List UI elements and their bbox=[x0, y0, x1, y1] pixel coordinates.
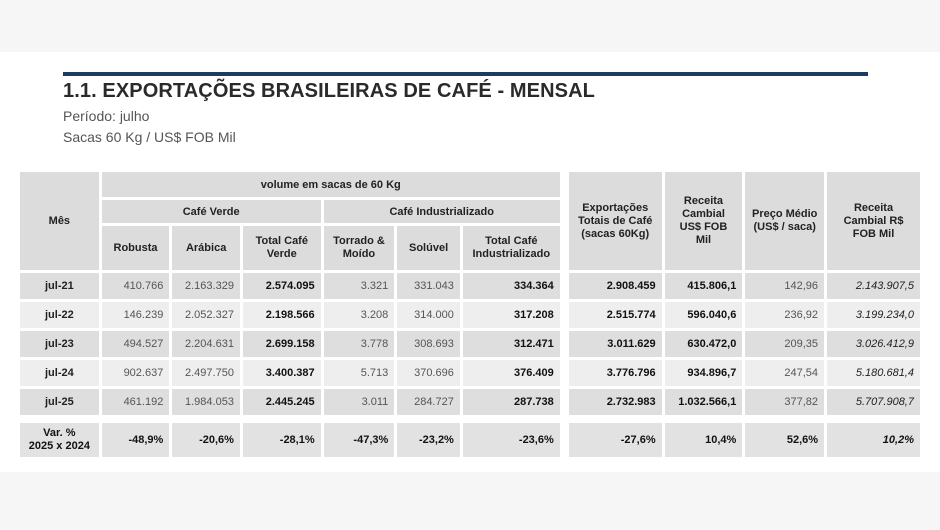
cell-receita-brl: 5.707.908,7 bbox=[827, 389, 920, 415]
cell-receita-brl: 2.143.907,5 bbox=[827, 273, 920, 299]
top-background-band bbox=[0, 0, 940, 52]
table-row bbox=[20, 273, 920, 299]
units-subtitle: Sacas 60 Kg / US$ FOB Mil bbox=[63, 129, 236, 145]
page-title: 1.1. EXPORTAÇÕES BRASILEIRAS DE CAFÉ - MENSAL bbox=[63, 80, 595, 102]
cell-total-industrializado: 317.208 bbox=[463, 302, 560, 328]
cell-receita-usd: 630.472,0 bbox=[665, 331, 743, 357]
table-row bbox=[20, 302, 920, 328]
cell-soluvel: 331.043 bbox=[397, 273, 460, 299]
cell-total-verde: 2.198.566 bbox=[243, 302, 321, 328]
coffee-exports-table bbox=[17, 169, 923, 460]
cell-receita-brl: 5.180.681,4 bbox=[827, 360, 920, 386]
header-soluvel: Solúvel bbox=[397, 226, 460, 270]
cell-soluvel: 314.000 bbox=[397, 302, 460, 328]
var-preco-medio: 52,6% bbox=[745, 423, 824, 457]
variation-label bbox=[20, 423, 99, 457]
var-total-industrializado: -23,6% bbox=[463, 423, 560, 457]
cell-receita-usd: 934.896,7 bbox=[665, 360, 743, 386]
header-cafe-industrializado: Café Industrializado bbox=[324, 200, 560, 223]
header-receita-usd: Receita Cambial US$ FOB Mil bbox=[665, 172, 743, 270]
cell-receita-usd: 596.040,6 bbox=[665, 302, 743, 328]
cell-arabica: 2.204.631 bbox=[172, 331, 240, 357]
header-preco-medio: Preço Médio (US$ / saca) bbox=[745, 172, 824, 270]
cell-torrado: 5.713 bbox=[324, 360, 395, 386]
cell-preco-medio: 142,96 bbox=[745, 273, 824, 299]
var-exportacoes-totais: -27,6% bbox=[569, 423, 662, 457]
cell-arabica: 2.052.327 bbox=[172, 302, 240, 328]
variation-row bbox=[20, 423, 920, 457]
table-row bbox=[20, 331, 920, 357]
table-row bbox=[20, 389, 920, 415]
cell-total-industrializado: 376.409 bbox=[463, 360, 560, 386]
header-volume-group: volume em sacas de 60 Kg bbox=[102, 172, 560, 197]
cell-total-industrializado: 287.738 bbox=[463, 389, 560, 415]
cell-receita-brl: 3.199.234,0 bbox=[827, 302, 920, 328]
header-torrado: Torrado & Moído bbox=[324, 226, 395, 270]
var-soluvel: -23,2% bbox=[397, 423, 460, 457]
cell-robusta: 461.192 bbox=[102, 389, 170, 415]
cell-torrado: 3.208 bbox=[324, 302, 395, 328]
header-arabica: Arábica bbox=[172, 226, 240, 270]
cell-total-verde: 2.699.158 bbox=[243, 331, 321, 357]
cell-total-verde: 3.400.387 bbox=[243, 360, 321, 386]
cell-soluvel: 308.693 bbox=[397, 331, 460, 357]
cell-preco-medio: 247,54 bbox=[745, 360, 824, 386]
cell-exportacoes-totais: 2.732.983 bbox=[569, 389, 662, 415]
title-rule bbox=[63, 72, 868, 76]
cell-exportacoes-totais: 3.011.629 bbox=[569, 331, 662, 357]
cell-mes: jul-21 bbox=[20, 273, 99, 299]
cell-preco-medio: 209,35 bbox=[745, 331, 824, 357]
var-robusta: -48,9% bbox=[102, 423, 170, 457]
cell-preco-medio: 236,92 bbox=[745, 302, 824, 328]
cell-soluvel: 284.727 bbox=[397, 389, 460, 415]
cell-torrado: 3.321 bbox=[324, 273, 395, 299]
cell-soluvel: 370.696 bbox=[397, 360, 460, 386]
cell-arabica: 2.497.750 bbox=[172, 360, 240, 386]
cell-mes: jul-24 bbox=[20, 360, 99, 386]
cell-robusta: 410.766 bbox=[102, 273, 170, 299]
header-robusta: Robusta bbox=[102, 226, 170, 270]
header-mes: Mês bbox=[20, 172, 99, 270]
cell-receita-usd: 1.032.566,1 bbox=[665, 389, 743, 415]
cell-torrado: 3.011 bbox=[324, 389, 395, 415]
var-receita-brl: 10,2% bbox=[827, 423, 920, 457]
cell-robusta: 146.239 bbox=[102, 302, 170, 328]
cell-arabica: 2.163.329 bbox=[172, 273, 240, 299]
cell-exportacoes-totais: 2.515.774 bbox=[569, 302, 662, 328]
cell-total-industrializado: 334.364 bbox=[463, 273, 560, 299]
header-receita-brl: Receita Cambial R$ FOB Mil bbox=[827, 172, 920, 270]
cell-total-verde: 2.445.245 bbox=[243, 389, 321, 415]
cell-mes: jul-25 bbox=[20, 389, 99, 415]
period-subtitle: Período: julho bbox=[63, 108, 150, 124]
var-torrado: -47,3% bbox=[324, 423, 395, 457]
cell-mes: jul-22 bbox=[20, 302, 99, 328]
header-total-verde: Total Café Verde bbox=[243, 226, 321, 270]
cell-robusta: 902.637 bbox=[102, 360, 170, 386]
variation-label-line1: Var. % bbox=[43, 427, 76, 439]
cell-exportacoes-totais: 3.776.796 bbox=[569, 360, 662, 386]
bottom-background-band bbox=[0, 472, 940, 530]
cell-torrado: 3.778 bbox=[324, 331, 395, 357]
cell-exportacoes-totais: 2.908.459 bbox=[569, 273, 662, 299]
cell-mes: jul-23 bbox=[20, 331, 99, 357]
variation-label-line2: 2025 x 2024 bbox=[28, 440, 90, 452]
var-receita-usd: 10,4% bbox=[665, 423, 743, 457]
cell-preco-medio: 377,82 bbox=[745, 389, 824, 415]
header-exportacoes-totais: Exportações Totais de Café (sacas 60Kg) bbox=[569, 172, 662, 270]
var-total-verde: -28,1% bbox=[243, 423, 321, 457]
cell-receita-brl: 3.026.412,9 bbox=[827, 331, 920, 357]
cell-robusta: 494.527 bbox=[102, 331, 170, 357]
cell-receita-usd: 415.806,1 bbox=[665, 273, 743, 299]
table-row bbox=[20, 360, 920, 386]
var-arabica: -20,6% bbox=[172, 423, 240, 457]
cell-total-industrializado: 312.471 bbox=[463, 331, 560, 357]
cell-arabica: 1.984.053 bbox=[172, 389, 240, 415]
header-total-industrializado: Total Café Industrializado bbox=[463, 226, 560, 270]
cell-total-verde: 2.574.095 bbox=[243, 273, 321, 299]
header-cafe-verde: Café Verde bbox=[102, 200, 321, 223]
